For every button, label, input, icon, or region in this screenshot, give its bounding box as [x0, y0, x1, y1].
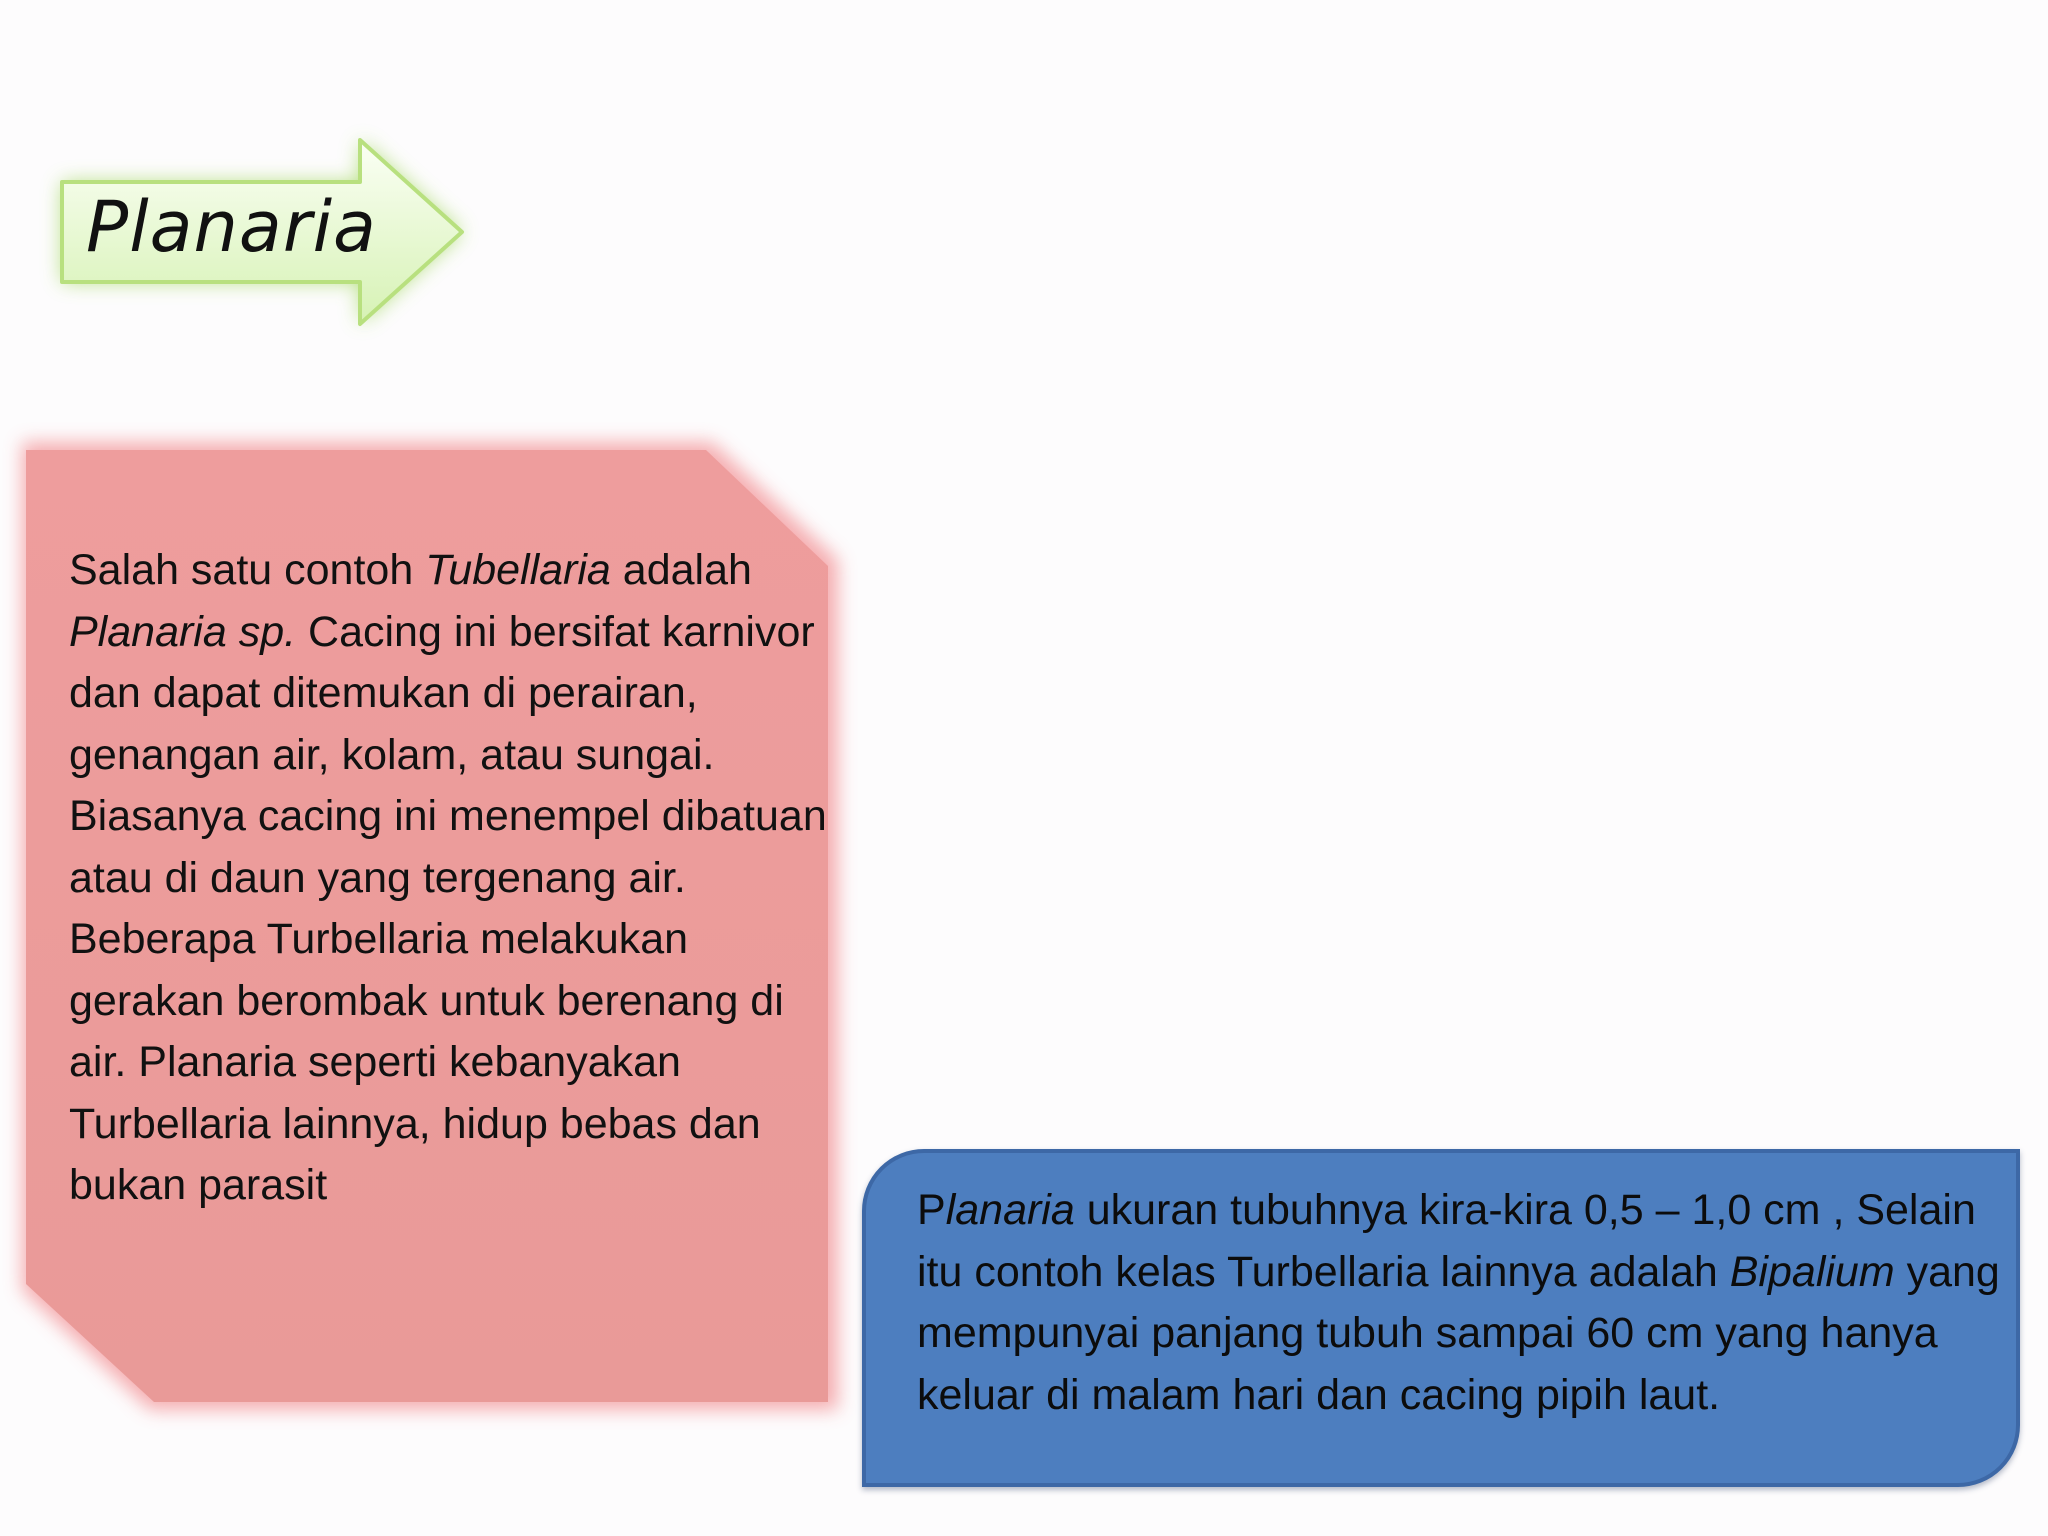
- text-segment: ukuran tubuhnya kira-kira 0,5 – 1,0 cm , Selain itu contoh kelas Turbellaria lainnya adalah: [917, 1186, 1976, 1296]
- slide-title: Planaria: [86, 186, 377, 268]
- text-segment: adalah: [610, 546, 752, 594]
- red-card-text: [69, 540, 849, 1217]
- blue-card-text: [917, 1180, 2017, 1426]
- text-segment: P: [917, 1186, 946, 1234]
- italic-text-segment: lanaria: [945, 1186, 1075, 1234]
- italic-text-segment: Bipalium: [1729, 1247, 1895, 1296]
- text-segment: Salah satu contoh: [69, 546, 426, 594]
- italic-text-segment: Planaria sp.: [69, 607, 297, 656]
- italic-text-segment: Tubellaria: [425, 546, 611, 594]
- text-segment: Cacing ini bersifat karnivor dan dapat ditemukan di perairan, genangan air, kolam, atau sungai. Biasanya cacing ini menempel dibatuan atau di daun yang tergenang air. Beberapa Turbellaria melakukan gerakan berombak untuk berenang di air. Planaria seperti kebanyakan Turbellaria lainnya, hidup bebas dan bukan parasit: [69, 607, 827, 1209]
- text-segment: yang mempunyai panjang tubuh sampai 60 cm yang hanya keluar di malam hari dan cacing pipih laut.: [917, 1247, 2000, 1419]
